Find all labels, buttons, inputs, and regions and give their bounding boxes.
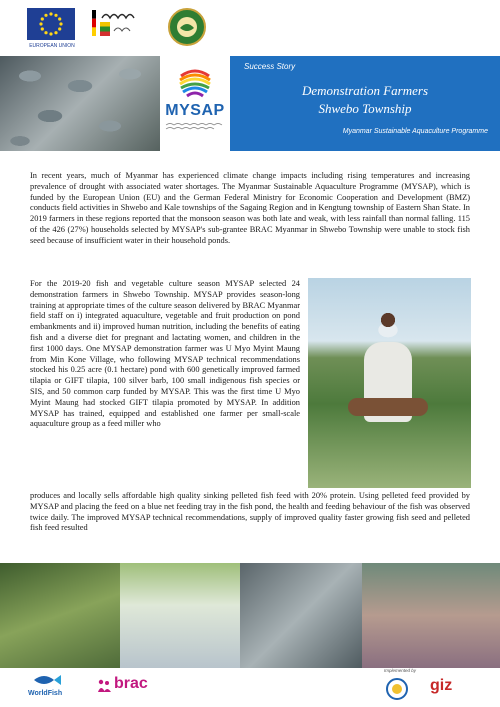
mysap-wordmark: MYSAP — [165, 102, 225, 119]
title-line-2: Shwebo Township — [318, 101, 412, 116]
title-line-1: Demonstration Farmers — [301, 83, 429, 98]
woman-with-fish-photo — [362, 563, 500, 668]
german-cooperation-logo — [92, 8, 154, 46]
eu-caption: EUROPEAN UNION — [29, 43, 75, 49]
success-story-label: Success Story — [244, 62, 296, 71]
farmer-holding-fish-photo — [308, 278, 471, 488]
photo-strip — [0, 563, 500, 668]
farmers-at-pond-photo — [120, 563, 240, 668]
brac-people-icon — [96, 678, 112, 694]
eu-flag-logo — [27, 8, 75, 40]
footer-logos — [0, 668, 500, 707]
demonstration-paragraph: For the 2019-20 fish and vegetable culture season MYSAP selected 24 demonstration farmers in Shwebo Township. MYSAP provides season-long training at appropriate times of the culture season delivered by BRAC Myanmar field staff on i) integrated aquaculture, vegetable and fruit production on pond embankments and ii) improved human nutrition, including the benefits of eating fish and a diverse diet for pregnant and lactating women, and children in the first 1000 days. One MYSAP demonstration farmer was U Myo Myint Maung from Min Kone Village, who following MYSAP technical recommendations stocked his 0.25 acre (0.1 hectare) pond with 600 genetically improved farmed tilapia or GIFT tilapia, 100 silver barb, 100 small indigenous fish species or SIS, and 50 common carp funded by MYSAP. This was the first time U Myo Myint Maung had stocked GIFT tilapia promoted by MYSAP. In addition MYSAP has trained, equipped and established one farmer per small-scale aquaculture group as a feed miller who — [30, 279, 300, 429]
page-title — [230, 82, 500, 118]
implemented-by-label: Implemented by — [384, 668, 417, 673]
logo-strip — [0, 0, 500, 56]
mysap-logo — [160, 56, 230, 151]
fish-net-photo — [0, 563, 120, 668]
ministry-seal-logo — [168, 8, 206, 46]
giz-logo-text: giz — [430, 677, 453, 694]
brac-logo-text: brac — [114, 675, 148, 692]
tilapia-catch-photo — [240, 563, 362, 668]
implementing-partner-seal — [386, 678, 408, 700]
intro-paragraph: In recent years, much of Myanmar has experienced climate change impacts including rising temperatures and increasing prevalence of drought with associated water shortages. The Myanmar Sustainable Aquaculture Programme (MYSAP), which is funded by the European Union (EU) and the German Federal Ministry for Economic Cooperation and Development (BMZ) conducts field activities in Shwebo and Kale townships of the Sagaing Region and in Kengtung township of Eastern Shan State. In 2019 farmers in these regions reported that the monsoon season was both late and weak, with less rainfall than normal falling. 115 of the 426 (27%) households selected by MYSAP's sub-grantee BRAC Myanmar in Shwebo Township were unable to stock fish seed because of insufficient water in their household ponds. — [30, 171, 470, 245]
fish-harvest-photo — [0, 56, 160, 151]
worldfish-fish-icon — [32, 672, 62, 688]
fish-net-in-hands — [348, 398, 428, 416]
header-banner — [230, 56, 500, 151]
worldfish-logo-text: WorldFish — [28, 690, 63, 697]
programme-name: Myanmar Sustainable Aquaculture Programme — [342, 128, 488, 135]
mysap-circle-icon — [177, 66, 213, 98]
mysap-subtext — [164, 122, 226, 132]
feed-paragraph: produces and locally sells affordable high quality sinking pelleted fish feed with 20% protein. Using pelleted feed provided by MYSAP and placing the feed on a blue net feeding tray in the fish pond, the health and feeding behaviour of the fish was observed twice daily. The improved MYSAP technical recommendations, supply of improved quality faster growing fish seed and pelleted fish feed resulted — [30, 491, 470, 533]
